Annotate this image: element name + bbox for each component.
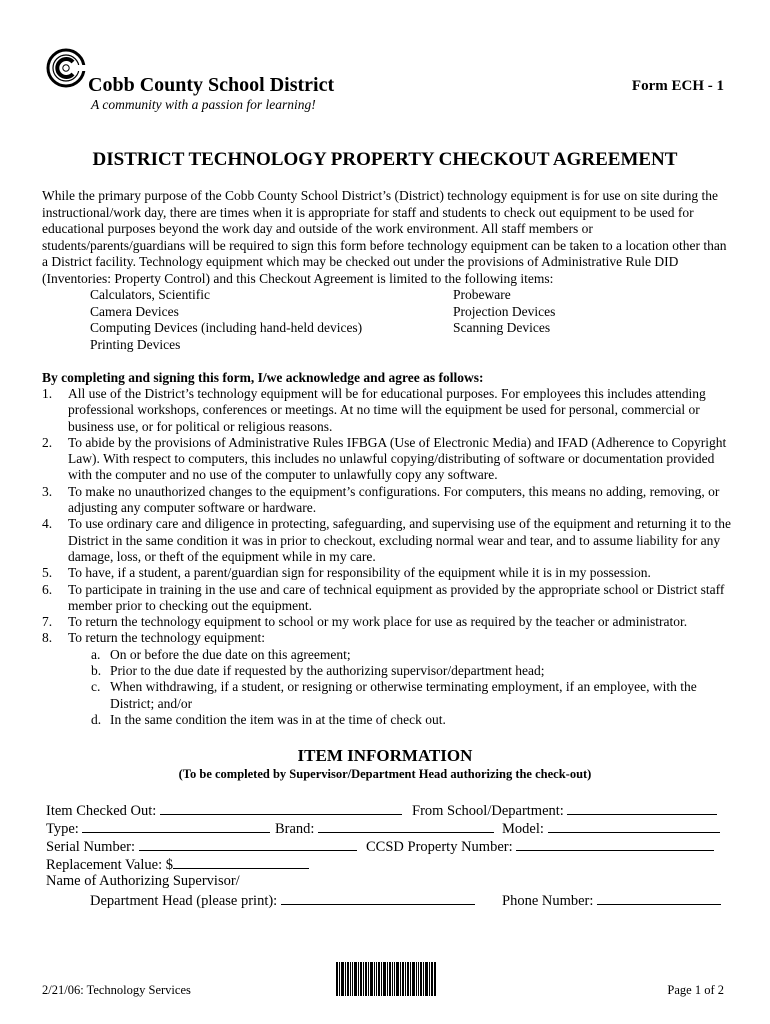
- ccsd-property-number-input[interactable]: [516, 836, 714, 851]
- ccsd-property-number-label: CCSD Property Number:: [366, 839, 513, 855]
- field-row: [46, 800, 736, 818]
- device-list-column-1: [90, 287, 430, 353]
- ccsd-property-number-field: [366, 836, 714, 856]
- device-item: Calculators, Scientific: [90, 287, 210, 302]
- term-number: 2.: [42, 434, 53, 450]
- term-text: To have, if a student, a parent/guardian sign for responsibility of the equipment while it is in my possession.: [68, 565, 651, 581]
- device-item: Projection Devices: [453, 303, 556, 319]
- type-input[interactable]: [82, 818, 270, 833]
- brand-field: [275, 818, 494, 838]
- subterm-text: On or before the due date on this agreement;: [110, 646, 351, 662]
- type-label: Type:: [46, 821, 79, 837]
- term-text: To participate in training in the use and care of technical equipment as provided by the appropriate school or District staff member prior to checking out the equipment.: [68, 581, 725, 613]
- model-label: Model:: [502, 821, 544, 837]
- subterm-text: When withdrawing, if a student, or resigning or otherwise terminating employment, if an employee, with the District; and/or: [110, 679, 697, 711]
- term-item: [42, 484, 732, 517]
- item-checked-out-label: Item Checked Out:: [46, 803, 157, 819]
- term-text: To return the technology equipment to school or my work place for use as required by the teacher or administrator.: [68, 614, 688, 630]
- field-row: [46, 836, 736, 854]
- department-head-field: [90, 890, 475, 910]
- device-item: Camera Devices: [90, 303, 179, 319]
- term-number: 1.: [42, 386, 53, 401]
- term-number: 4.: [42, 516, 53, 532]
- from-school-field: [412, 800, 717, 820]
- phone-number-field: [502, 890, 721, 910]
- document-title: DISTRICT TECHNOLOGY PROPERTY CHECKOUT AGREEMENT: [92, 149, 678, 170]
- field-row: [46, 890, 736, 908]
- term-number: 6.: [42, 581, 53, 597]
- subterm-letter: b.: [91, 663, 102, 679]
- authorizing-supervisor-label: Name of Authorizing Supervisor/: [46, 873, 240, 889]
- field-row: [46, 854, 736, 872]
- ccsd-logo-icon: [46, 46, 86, 90]
- serial-number-field: [46, 836, 357, 856]
- term-number: 8.: [42, 630, 53, 646]
- acknowledgement-heading: By completing and signing this form, I/we acknowledge and agree as follows:: [42, 370, 484, 385]
- subterm-letter: c.: [91, 679, 101, 695]
- department-head-label: Department Head (please print):: [90, 893, 278, 909]
- replacement-value-field: [46, 854, 309, 874]
- brand-input[interactable]: [318, 818, 494, 833]
- form-id: Form ECH - 1: [631, 78, 724, 94]
- term-item: [42, 386, 732, 435]
- brand-label: Brand:: [275, 821, 315, 837]
- intro-text: While the primary purpose of the Cobb County School District’s (District) technology equipment is for use on site during the instructional/work day, there are times when it is appropriate for staff and students to check out equipment to be used for educational purposes beyond the work day and outside of the work environment. All staff members or students/parents/guardians will be required to sign this form before technology equipment can be taken to a location other than a District facility. Technology equipment which may be checked out under the provisions of Administrative Rule DID (Inventories: Property Control) and this Checkout Agreement is limited to the following items:: [42, 188, 727, 286]
- from-school-input[interactable]: [567, 800, 717, 815]
- device-item: Scanning Devices: [453, 320, 551, 336]
- subterm-text: In the same condition the item was in at the time of check out.: [110, 711, 446, 727]
- subterm-text: Prior to the due date if requested by the authorizing supervisor/department head;: [110, 663, 545, 679]
- term-text: To make no unauthorized changes to the equipment’s configurations. For computers, this means no adding, removing, or adjusting any computer software or hardware.: [68, 483, 720, 516]
- term-item: [42, 435, 732, 484]
- subterm-letter: d.: [91, 711, 102, 727]
- item-checked-out-input[interactable]: [160, 800, 402, 815]
- type-field: [46, 818, 270, 838]
- model-input[interactable]: [548, 818, 720, 833]
- phone-number-input[interactable]: [597, 890, 721, 905]
- term-item: [42, 582, 732, 615]
- term-item: [42, 630, 732, 646]
- serial-number-label: Serial Number:: [46, 839, 135, 855]
- phone-number-label: Phone Number:: [502, 893, 594, 909]
- from-school-label: From School/Department:: [412, 803, 564, 819]
- field-row: [46, 872, 736, 890]
- replacement-value-input[interactable]: [173, 854, 309, 869]
- item-information-title: ITEM INFORMATION: [297, 746, 473, 765]
- model-field: [502, 818, 720, 838]
- term-item: [42, 516, 732, 565]
- item-information-subtitle: (To be completed by Supervisor/Department Head authorizing the check-out): [178, 767, 592, 781]
- serial-number-input[interactable]: [139, 836, 357, 851]
- replacement-value-label: Replacement Value: $: [46, 857, 173, 873]
- footer-page-number: Page 1 of 2: [667, 983, 724, 997]
- term-text: All use of the District’s technology equipment will be for educational purposes. For employees this includes attending professional workshops, conferences or meetings. At no time will the equipment be used for personal, commercial or business use, or for political or religious reasons.: [68, 386, 706, 434]
- intro-paragraph: [42, 188, 732, 288]
- term-item: [42, 614, 732, 630]
- device-item: Printing Devices: [90, 336, 181, 352]
- term-number: 7.: [42, 614, 53, 630]
- terms-list: [42, 386, 732, 728]
- term-text: To abide by the provisions of Administrative Rules IFBGA (Use of Electronic Media) and IFAD (Adherence to Copyright Law). With respect to computers, this includes no unlawful copying/distributing of software or documentation provided with the computer and no use of the computer to unlawfully copy any software.: [68, 434, 727, 483]
- subterm-item: [42, 712, 732, 728]
- term-text: To use ordinary care and diligence in protecting, safeguarding, and supervising use of the equipment and returning it to the District in the same condition it was in prior to checkout, excluding normal wear and tear, and to assume liability for any damage, loss, or theft of the equipment while in my care.: [68, 516, 731, 564]
- subterm-item: [42, 647, 732, 663]
- subterm-item: [42, 663, 732, 679]
- subterm-item: [42, 679, 732, 712]
- footer-revision-date: 2/21/06: Technology Services: [42, 983, 191, 997]
- field-row: [46, 818, 736, 836]
- item-checked-out-field: [46, 800, 402, 820]
- department-head-input[interactable]: [281, 890, 475, 905]
- term-number: 3.: [42, 483, 53, 499]
- device-item: Probeware: [453, 287, 511, 302]
- district-tagline: A community with a passion for learning!: [91, 97, 316, 112]
- item-information-fields: [46, 800, 736, 908]
- term-item: [42, 565, 732, 581]
- device-item: Computing Devices (including hand-held devices): [90, 320, 363, 336]
- barcode-icon: [336, 962, 436, 996]
- term-text: To return the technology equipment:: [68, 630, 266, 646]
- subterm-letter: a.: [91, 646, 101, 662]
- term-number: 5.: [42, 565, 53, 581]
- device-list-column-2: [453, 287, 673, 337]
- district-name: Cobb County School District: [88, 74, 335, 96]
